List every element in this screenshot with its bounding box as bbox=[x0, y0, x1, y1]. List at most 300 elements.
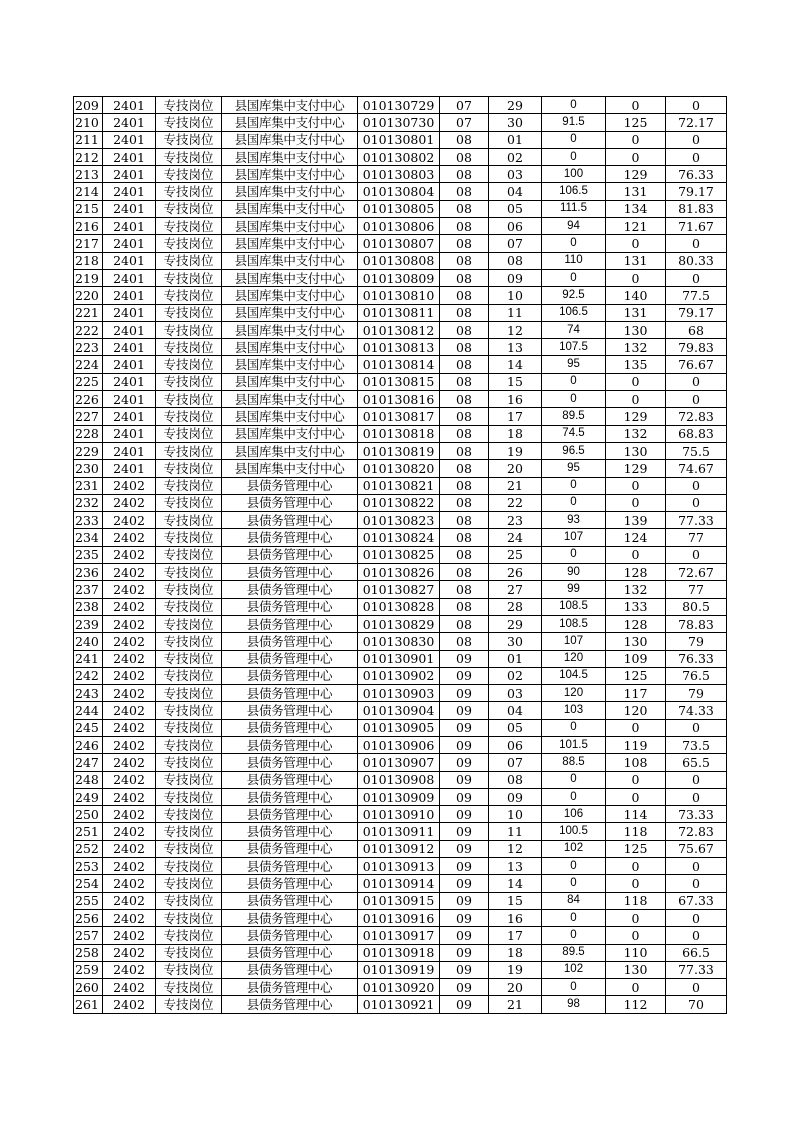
org-cell: 县国库集中支付中心 bbox=[222, 304, 358, 321]
seat-cell: 19 bbox=[489, 961, 542, 978]
written-score-cell: 0 bbox=[542, 788, 606, 805]
position-type-cell: 专技岗位 bbox=[156, 269, 222, 286]
position-code-cell: 2402 bbox=[103, 927, 156, 944]
ticket-number-cell: 010130906 bbox=[358, 736, 440, 753]
professional-score-cell: 118 bbox=[606, 823, 666, 840]
table-row bbox=[74, 373, 727, 390]
seat-cell: 12 bbox=[489, 321, 542, 338]
position-type-cell: 专技岗位 bbox=[156, 391, 222, 408]
serial-cell: 216 bbox=[74, 218, 103, 235]
position-type-cell: 专技岗位 bbox=[156, 979, 222, 996]
serial-cell: 218 bbox=[74, 252, 103, 269]
serial-cell: 212 bbox=[74, 148, 103, 165]
ticket-number-cell: 010130805 bbox=[358, 200, 440, 217]
seat-cell: 15 bbox=[489, 892, 542, 909]
serial-cell: 257 bbox=[74, 927, 103, 944]
exam-room-cell: 07 bbox=[440, 114, 489, 131]
written-score-cell: 102 bbox=[542, 961, 606, 978]
org-cell: 县债务管理中心 bbox=[222, 685, 358, 702]
position-type-cell: 专技岗位 bbox=[156, 442, 222, 459]
seat-cell: 05 bbox=[489, 200, 542, 217]
position-type-cell: 专技岗位 bbox=[156, 252, 222, 269]
position-code-cell: 2401 bbox=[103, 166, 156, 183]
total-score-cell: 65.5 bbox=[666, 754, 727, 771]
table-row bbox=[74, 391, 727, 408]
exam-room-cell: 08 bbox=[440, 391, 489, 408]
org-cell: 县债务管理中心 bbox=[222, 633, 358, 650]
org-cell: 县国库集中支付中心 bbox=[222, 373, 358, 390]
ticket-number-cell: 010130909 bbox=[358, 788, 440, 805]
written-score-cell: 89.5 bbox=[542, 944, 606, 961]
professional-score-cell: 131 bbox=[606, 183, 666, 200]
org-cell: 县债务管理中心 bbox=[222, 512, 358, 529]
written-score-cell: 107.5 bbox=[542, 339, 606, 356]
table-row bbox=[74, 131, 727, 148]
table-row bbox=[74, 477, 727, 494]
written-score-cell: 91.5 bbox=[542, 114, 606, 131]
table-row bbox=[74, 650, 727, 667]
ticket-number-cell: 010130914 bbox=[358, 875, 440, 892]
total-score-cell: 77.5 bbox=[666, 287, 727, 304]
position-code-cell: 2401 bbox=[103, 183, 156, 200]
professional-score-cell: 0 bbox=[606, 858, 666, 875]
professional-score-cell: 0 bbox=[606, 373, 666, 390]
written-score-cell: 101.5 bbox=[542, 736, 606, 753]
position-code-cell: 2402 bbox=[103, 667, 156, 684]
seat-cell: 23 bbox=[489, 512, 542, 529]
table-row bbox=[74, 97, 727, 114]
exam-room-cell: 08 bbox=[440, 512, 489, 529]
seat-cell: 15 bbox=[489, 373, 542, 390]
exam-room-cell: 08 bbox=[440, 564, 489, 581]
total-score-cell: 70 bbox=[666, 996, 727, 1013]
professional-score-cell: 130 bbox=[606, 633, 666, 650]
ticket-number-cell: 010130825 bbox=[358, 546, 440, 563]
seat-cell: 29 bbox=[489, 97, 542, 114]
exam-room-cell: 08 bbox=[440, 633, 489, 650]
written-score-cell: 88.5 bbox=[542, 754, 606, 771]
org-cell: 县债务管理中心 bbox=[222, 494, 358, 511]
position-code-cell: 2402 bbox=[103, 633, 156, 650]
seat-cell: 05 bbox=[489, 719, 542, 736]
position-type-cell: 专技岗位 bbox=[156, 615, 222, 632]
position-code-cell: 2402 bbox=[103, 754, 156, 771]
total-score-cell: 0 bbox=[666, 477, 727, 494]
position-type-cell: 专技岗位 bbox=[156, 166, 222, 183]
total-score-cell: 76.33 bbox=[666, 166, 727, 183]
seat-cell: 13 bbox=[489, 339, 542, 356]
exam-room-cell: 09 bbox=[440, 858, 489, 875]
table-row bbox=[74, 356, 727, 373]
serial-cell: 255 bbox=[74, 892, 103, 909]
exam-room-cell: 08 bbox=[440, 408, 489, 425]
seat-cell: 06 bbox=[489, 218, 542, 235]
professional-score-cell: 129 bbox=[606, 166, 666, 183]
org-cell: 县债务管理中心 bbox=[222, 823, 358, 840]
serial-cell: 251 bbox=[74, 823, 103, 840]
position-code-cell: 2401 bbox=[103, 408, 156, 425]
table-row bbox=[74, 512, 727, 529]
exam-room-cell: 08 bbox=[440, 339, 489, 356]
written-score-cell: 104.5 bbox=[542, 667, 606, 684]
exam-room-cell: 09 bbox=[440, 702, 489, 719]
ticket-number-cell: 010130907 bbox=[358, 754, 440, 771]
exam-room-cell: 08 bbox=[440, 356, 489, 373]
serial-cell: 244 bbox=[74, 702, 103, 719]
table-row bbox=[74, 148, 727, 165]
position-code-cell: 2401 bbox=[103, 391, 156, 408]
position-code-cell: 2401 bbox=[103, 218, 156, 235]
position-type-cell: 专技岗位 bbox=[156, 961, 222, 978]
exam-room-cell: 09 bbox=[440, 927, 489, 944]
serial-cell: 237 bbox=[74, 581, 103, 598]
position-code-cell: 2401 bbox=[103, 287, 156, 304]
position-type-cell: 专技岗位 bbox=[156, 97, 222, 114]
seat-cell: 20 bbox=[489, 979, 542, 996]
position-type-cell: 专技岗位 bbox=[156, 650, 222, 667]
position-code-cell: 2401 bbox=[103, 373, 156, 390]
total-score-cell: 73.33 bbox=[666, 806, 727, 823]
written-score-cell: 108.5 bbox=[542, 615, 606, 632]
total-score-cell: 0 bbox=[666, 909, 727, 926]
professional-score-cell: 0 bbox=[606, 979, 666, 996]
org-cell: 县债务管理中心 bbox=[222, 944, 358, 961]
serial-cell: 239 bbox=[74, 615, 103, 632]
professional-score-cell: 131 bbox=[606, 252, 666, 269]
seat-cell: 18 bbox=[489, 425, 542, 442]
position-code-cell: 2401 bbox=[103, 148, 156, 165]
professional-score-cell: 0 bbox=[606, 269, 666, 286]
professional-score-cell: 0 bbox=[606, 927, 666, 944]
serial-cell: 249 bbox=[74, 788, 103, 805]
org-cell: 县国库集中支付中心 bbox=[222, 425, 358, 442]
total-score-cell: 77.33 bbox=[666, 512, 727, 529]
professional-score-cell: 0 bbox=[606, 875, 666, 892]
table-row bbox=[74, 909, 727, 926]
serial-cell: 234 bbox=[74, 529, 103, 546]
table-row bbox=[74, 771, 727, 788]
table-row bbox=[74, 564, 727, 581]
written-score-cell: 0 bbox=[542, 391, 606, 408]
total-score-cell: 0 bbox=[666, 546, 727, 563]
seat-cell: 10 bbox=[489, 287, 542, 304]
table-row bbox=[74, 702, 727, 719]
position-code-cell: 2401 bbox=[103, 131, 156, 148]
org-cell: 县国库集中支付中心 bbox=[222, 183, 358, 200]
org-cell: 县国库集中支付中心 bbox=[222, 408, 358, 425]
ticket-number-cell: 010130830 bbox=[358, 633, 440, 650]
serial-cell: 236 bbox=[74, 564, 103, 581]
org-cell: 县债务管理中心 bbox=[222, 858, 358, 875]
total-score-cell: 0 bbox=[666, 719, 727, 736]
position-type-cell: 专技岗位 bbox=[156, 287, 222, 304]
exam-room-cell: 09 bbox=[440, 788, 489, 805]
professional-score-cell: 128 bbox=[606, 615, 666, 632]
serial-cell: 245 bbox=[74, 719, 103, 736]
score-table bbox=[73, 96, 727, 1014]
serial-cell: 233 bbox=[74, 512, 103, 529]
written-score-cell: 0 bbox=[542, 719, 606, 736]
professional-score-cell: 120 bbox=[606, 702, 666, 719]
serial-cell: 219 bbox=[74, 269, 103, 286]
serial-cell: 230 bbox=[74, 460, 103, 477]
written-score-cell: 93 bbox=[542, 512, 606, 529]
exam-room-cell: 09 bbox=[440, 736, 489, 753]
position-type-cell: 专技岗位 bbox=[156, 996, 222, 1013]
ticket-number-cell: 010130902 bbox=[358, 667, 440, 684]
ticket-number-cell: 010130904 bbox=[358, 702, 440, 719]
written-score-cell: 107 bbox=[542, 529, 606, 546]
ticket-number-cell: 010130911 bbox=[358, 823, 440, 840]
table-row bbox=[74, 442, 727, 459]
written-score-cell: 0 bbox=[542, 875, 606, 892]
position-code-cell: 2402 bbox=[103, 512, 156, 529]
professional-score-cell: 134 bbox=[606, 200, 666, 217]
professional-score-cell: 125 bbox=[606, 114, 666, 131]
ticket-number-cell: 010130802 bbox=[358, 148, 440, 165]
exam-room-cell: 08 bbox=[440, 460, 489, 477]
ticket-number-cell: 010130813 bbox=[358, 339, 440, 356]
written-score-cell: 0 bbox=[542, 909, 606, 926]
written-score-cell: 0 bbox=[542, 373, 606, 390]
table-row bbox=[74, 321, 727, 338]
serial-cell: 247 bbox=[74, 754, 103, 771]
ticket-number-cell: 010130903 bbox=[358, 685, 440, 702]
ticket-number-cell: 010130819 bbox=[358, 442, 440, 459]
exam-room-cell: 08 bbox=[440, 494, 489, 511]
seat-cell: 29 bbox=[489, 615, 542, 632]
seat-cell: 19 bbox=[489, 442, 542, 459]
position-type-cell: 专技岗位 bbox=[156, 546, 222, 563]
seat-cell: 27 bbox=[489, 581, 542, 598]
table-row bbox=[74, 408, 727, 425]
table-row bbox=[74, 218, 727, 235]
written-score-cell: 89.5 bbox=[542, 408, 606, 425]
position-code-cell: 2402 bbox=[103, 840, 156, 857]
ticket-number-cell: 010130814 bbox=[358, 356, 440, 373]
ticket-number-cell: 010130729 bbox=[358, 97, 440, 114]
seat-cell: 02 bbox=[489, 667, 542, 684]
org-cell: 县债务管理中心 bbox=[222, 909, 358, 926]
serial-cell: 229 bbox=[74, 442, 103, 459]
position-code-cell: 2402 bbox=[103, 944, 156, 961]
serial-cell: 260 bbox=[74, 979, 103, 996]
exam-room-cell: 08 bbox=[440, 546, 489, 563]
ticket-number-cell: 010130901 bbox=[358, 650, 440, 667]
org-cell: 县国库集中支付中心 bbox=[222, 131, 358, 148]
written-score-cell: 106.5 bbox=[542, 304, 606, 321]
professional-score-cell: 125 bbox=[606, 667, 666, 684]
position-code-cell: 2401 bbox=[103, 252, 156, 269]
ticket-number-cell: 010130826 bbox=[358, 564, 440, 581]
total-score-cell: 68 bbox=[666, 321, 727, 338]
position-type-cell: 专技岗位 bbox=[156, 944, 222, 961]
ticket-number-cell: 010130916 bbox=[358, 909, 440, 926]
position-code-cell: 2402 bbox=[103, 736, 156, 753]
seat-cell: 04 bbox=[489, 183, 542, 200]
total-score-cell: 80.5 bbox=[666, 598, 727, 615]
professional-score-cell: 0 bbox=[606, 909, 666, 926]
table-row bbox=[74, 633, 727, 650]
exam-room-cell: 07 bbox=[440, 97, 489, 114]
exam-room-cell: 08 bbox=[440, 373, 489, 390]
total-score-cell: 72.83 bbox=[666, 408, 727, 425]
table-row bbox=[74, 944, 727, 961]
exam-room-cell: 08 bbox=[440, 321, 489, 338]
seat-cell: 18 bbox=[489, 944, 542, 961]
exam-room-cell: 08 bbox=[440, 183, 489, 200]
seat-cell: 28 bbox=[489, 598, 542, 615]
written-score-cell: 0 bbox=[542, 148, 606, 165]
professional-score-cell: 0 bbox=[606, 97, 666, 114]
org-cell: 县债务管理中心 bbox=[222, 771, 358, 788]
ticket-number-cell: 010130824 bbox=[358, 529, 440, 546]
professional-score-cell: 110 bbox=[606, 944, 666, 961]
position-type-cell: 专技岗位 bbox=[156, 875, 222, 892]
ticket-number-cell: 010130803 bbox=[358, 166, 440, 183]
seat-cell: 01 bbox=[489, 650, 542, 667]
table-row bbox=[74, 425, 727, 442]
table-row bbox=[74, 823, 727, 840]
professional-score-cell: 0 bbox=[606, 771, 666, 788]
position-type-cell: 专技岗位 bbox=[156, 909, 222, 926]
ticket-number-cell: 010130919 bbox=[358, 961, 440, 978]
ticket-number-cell: 010130812 bbox=[358, 321, 440, 338]
exam-room-cell: 08 bbox=[440, 148, 489, 165]
position-type-cell: 专技岗位 bbox=[156, 477, 222, 494]
written-score-cell: 74.5 bbox=[542, 425, 606, 442]
seat-cell: 06 bbox=[489, 736, 542, 753]
professional-score-cell: 0 bbox=[606, 235, 666, 252]
exam-room-cell: 08 bbox=[440, 425, 489, 442]
seat-cell: 07 bbox=[489, 235, 542, 252]
written-score-cell: 111.5 bbox=[542, 200, 606, 217]
exam-room-cell: 08 bbox=[440, 218, 489, 235]
position-type-cell: 专技岗位 bbox=[156, 373, 222, 390]
table-row bbox=[74, 287, 727, 304]
serial-cell: 253 bbox=[74, 858, 103, 875]
seat-cell: 10 bbox=[489, 806, 542, 823]
position-code-cell: 2401 bbox=[103, 97, 156, 114]
total-score-cell: 72.83 bbox=[666, 823, 727, 840]
org-cell: 县国库集中支付中心 bbox=[222, 269, 358, 286]
exam-room-cell: 08 bbox=[440, 442, 489, 459]
written-score-cell: 0 bbox=[542, 97, 606, 114]
professional-score-cell: 130 bbox=[606, 961, 666, 978]
professional-score-cell: 140 bbox=[606, 287, 666, 304]
table-row bbox=[74, 269, 727, 286]
professional-score-cell: 121 bbox=[606, 218, 666, 235]
table-row bbox=[74, 719, 727, 736]
table-row bbox=[74, 979, 727, 996]
org-cell: 县国库集中支付中心 bbox=[222, 148, 358, 165]
exam-room-cell: 09 bbox=[440, 892, 489, 909]
total-score-cell: 79.83 bbox=[666, 339, 727, 356]
position-code-cell: 2402 bbox=[103, 529, 156, 546]
seat-cell: 08 bbox=[489, 252, 542, 269]
org-cell: 县债务管理中心 bbox=[222, 477, 358, 494]
written-score-cell: 102 bbox=[542, 840, 606, 857]
position-code-cell: 2402 bbox=[103, 564, 156, 581]
professional-score-cell: 129 bbox=[606, 460, 666, 477]
professional-score-cell: 129 bbox=[606, 408, 666, 425]
org-cell: 县债务管理中心 bbox=[222, 719, 358, 736]
org-cell: 县国库集中支付中心 bbox=[222, 460, 358, 477]
table-row bbox=[74, 961, 727, 978]
serial-cell: 232 bbox=[74, 494, 103, 511]
table-row bbox=[74, 615, 727, 632]
seat-cell: 11 bbox=[489, 823, 542, 840]
ticket-number-cell: 010130811 bbox=[358, 304, 440, 321]
written-score-cell: 120 bbox=[542, 685, 606, 702]
written-score-cell: 84 bbox=[542, 892, 606, 909]
total-score-cell: 67.33 bbox=[666, 892, 727, 909]
position-type-cell: 专技岗位 bbox=[156, 218, 222, 235]
total-score-cell: 73.5 bbox=[666, 736, 727, 753]
total-score-cell: 76.33 bbox=[666, 650, 727, 667]
total-score-cell: 0 bbox=[666, 235, 727, 252]
total-score-cell: 77.33 bbox=[666, 961, 727, 978]
position-code-cell: 2402 bbox=[103, 615, 156, 632]
org-cell: 县债务管理中心 bbox=[222, 754, 358, 771]
exam-room-cell: 08 bbox=[440, 615, 489, 632]
org-cell: 县债务管理中心 bbox=[222, 529, 358, 546]
total-score-cell: 79 bbox=[666, 685, 727, 702]
seat-cell: 03 bbox=[489, 685, 542, 702]
org-cell: 县国库集中支付中心 bbox=[222, 235, 358, 252]
position-type-cell: 专技岗位 bbox=[156, 771, 222, 788]
ticket-number-cell: 010130817 bbox=[358, 408, 440, 425]
written-score-cell: 95 bbox=[542, 460, 606, 477]
org-cell: 县国库集中支付中心 bbox=[222, 166, 358, 183]
total-score-cell: 0 bbox=[666, 373, 727, 390]
exam-room-cell: 08 bbox=[440, 304, 489, 321]
org-cell: 县国库集中支付中心 bbox=[222, 287, 358, 304]
exam-room-cell: 09 bbox=[440, 944, 489, 961]
written-score-cell: 120 bbox=[542, 650, 606, 667]
ticket-number-cell: 010130912 bbox=[358, 840, 440, 857]
total-score-cell: 75.67 bbox=[666, 840, 727, 857]
serial-cell: 235 bbox=[74, 546, 103, 563]
exam-room-cell: 09 bbox=[440, 909, 489, 926]
serial-cell: 220 bbox=[74, 287, 103, 304]
position-type-cell: 专技岗位 bbox=[156, 425, 222, 442]
serial-cell: 242 bbox=[74, 667, 103, 684]
position-type-cell: 专技岗位 bbox=[156, 702, 222, 719]
position-type-cell: 专技岗位 bbox=[156, 321, 222, 338]
table-row bbox=[74, 598, 727, 615]
seat-cell: 21 bbox=[489, 477, 542, 494]
serial-cell: 243 bbox=[74, 685, 103, 702]
total-score-cell: 0 bbox=[666, 148, 727, 165]
position-code-cell: 2402 bbox=[103, 598, 156, 615]
table-row bbox=[74, 546, 727, 563]
exam-room-cell: 09 bbox=[440, 840, 489, 857]
table-row bbox=[74, 788, 727, 805]
position-code-cell: 2401 bbox=[103, 114, 156, 131]
total-score-cell: 76.5 bbox=[666, 667, 727, 684]
total-score-cell: 0 bbox=[666, 97, 727, 114]
written-score-cell: 0 bbox=[542, 235, 606, 252]
ticket-number-cell: 010130730 bbox=[358, 114, 440, 131]
position-code-cell: 2401 bbox=[103, 321, 156, 338]
table-row bbox=[74, 581, 727, 598]
total-score-cell: 77 bbox=[666, 581, 727, 598]
position-code-cell: 2402 bbox=[103, 892, 156, 909]
total-score-cell: 72.17 bbox=[666, 114, 727, 131]
serial-cell: 224 bbox=[74, 356, 103, 373]
written-score-cell: 106.5 bbox=[542, 183, 606, 200]
